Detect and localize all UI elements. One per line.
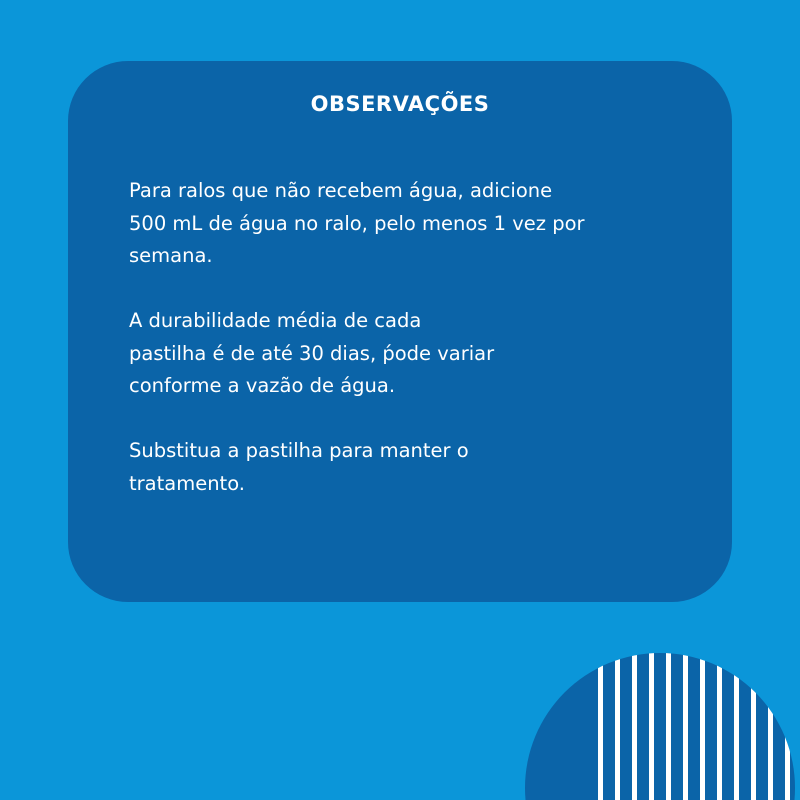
paragraph-line: Para ralos que não recebem água, adicione: [129, 179, 553, 202]
paragraph-line: Substitua a pastilha para manter o: [129, 439, 469, 462]
striped-circle-decoration: [525, 638, 800, 800]
paragraph-line: pastilha é de até 30 dias, ṕode variar: [129, 341, 495, 365]
paragraph-line: tratamento.: [129, 471, 245, 495]
paragraph-weekly-water: [129, 175, 709, 273]
paragraph-durability: [129, 305, 709, 403]
paragraph-line: A durabilidade média de cada: [129, 309, 422, 332]
paragraph-line: 500 mL de água no ralo, pelo menos 1 vez por: [129, 211, 585, 235]
card-body: [129, 175, 709, 533]
paragraph-line: semana.: [129, 244, 213, 267]
observations-card: [68, 61, 732, 602]
paragraph-replace: [129, 435, 709, 500]
card-title: OBSERVAÇÕES: [310, 92, 490, 116]
paragraph-line: conforme a vazão de água.: [129, 374, 396, 397]
